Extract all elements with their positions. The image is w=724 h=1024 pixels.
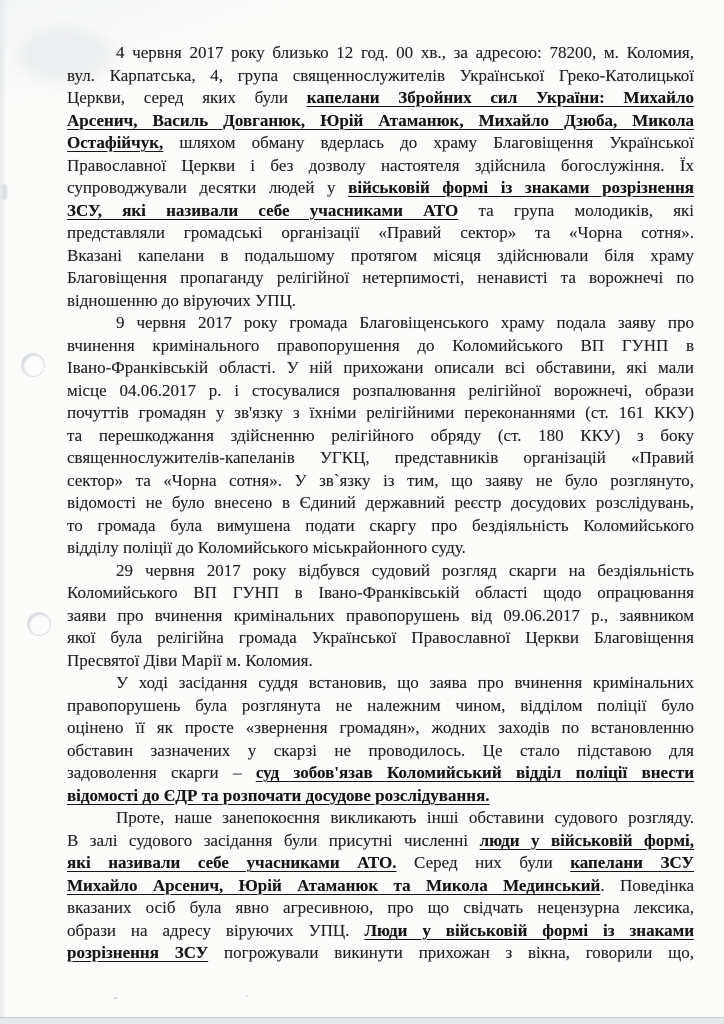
text-line [67, 650, 694, 673]
text-line [67, 762, 694, 785]
text-line [67, 290, 694, 313]
scan-left-edge [0, 0, 7, 1024]
punch-hole [21, 353, 45, 377]
text-line [67, 560, 694, 583]
text-run: якої була релігійна громада Української Православної Церкви Благовіщення [67, 628, 694, 647]
text-line [67, 605, 694, 628]
emphasized-text: військовій формі із знаками розрізнення [348, 178, 694, 197]
text-run: Івано-Франківській області. У ній прихожани описали всі обставини, які мали [67, 358, 694, 377]
text-run: Коломийського ВП ГУНП в Івано-Франківській області щодо опрацювання [67, 583, 694, 602]
scan-speck [246, 995, 248, 997]
emphasized-text: люди у військовій формі, [479, 830, 695, 850]
text-line [67, 402, 694, 425]
text-run: 4 червня 2017 року близько 12 год. 00 хв., за адресою: 78200, м. Коломия, [116, 43, 694, 62]
text-run: вказаних осіб була явно агресивною, про що свідчать нецензурна лексика, [67, 898, 694, 917]
text-line [67, 807, 694, 830]
text-run: В залі судового засідання були присутні численні [67, 830, 480, 850]
text-line [67, 470, 694, 493]
text-run: та перешкоджання здійсненню релігійного обряду (ст. 180 ККУ) з боку [67, 425, 694, 445]
text-run: супроводжували десятки людей у [67, 178, 349, 197]
paragraph [67, 807, 694, 965]
document-text [67, 42, 694, 965]
text-line [67, 155, 694, 178]
emphasized-text: Арсенич, Василь Довганюк, Юрій Атаманюк, Михайло Дзюба, Микола [67, 110, 694, 130]
text-run: Серед них були [396, 853, 571, 872]
text-run: Проте, наше занепокоєння викликають інші обставини судового розгляду. [116, 808, 694, 827]
text-line [67, 200, 694, 223]
text-run: шляхом обману вдерлась до храму Благовіщення Української [163, 133, 694, 152]
text-run: образи на адресу віруючих УПЦ. [67, 920, 365, 940]
text-run: 9 червня 2017 року громада Благовіщенського храму подала заяву про [116, 313, 694, 332]
text-run: та група молодиків, які [458, 200, 694, 220]
text-line [67, 65, 694, 88]
paragraph [67, 42, 694, 312]
punch-hole [27, 612, 51, 636]
text-run: Православної Церкви і без дозволу настоятеля здійснила богослужіння. Їх [67, 155, 694, 175]
text-line [67, 582, 694, 605]
text-line [67, 357, 694, 380]
text-line [67, 132, 694, 155]
text-line [67, 447, 694, 470]
emphasized-text: відомості до ЄДР та розпочати досудове розслідування. [67, 785, 490, 805]
text-line [67, 897, 694, 920]
text-run: Пресвятої Діви Марії м. Коломия. [67, 650, 313, 670]
emphasized-text: Люди у військовій формі із знаками [364, 920, 694, 940]
text-line [67, 830, 694, 853]
text-line [67, 740, 694, 763]
text-run: заяви про вчинення кримінальних правопорушень від 09.06.2017 р., заявником [67, 605, 694, 625]
text-line [67, 717, 694, 740]
text-run: відомості не було внесено в Єдиний державний реєстр досудових розслідувань, [67, 493, 694, 512]
text-run: оцінено її як просте «звернення громадян», жодних заходів по встановленню [67, 718, 694, 737]
text-run: 29 червня 2017 року відбувся судовий розгляд скарги на бездіяльність [116, 560, 694, 580]
text-run: вул. Карпатська, 4, група священнослужителів Української Греко-Католицької [67, 65, 694, 85]
text-line [67, 380, 694, 403]
text-run: правопорушень була розглянута не належним чином, відділом поліції було [67, 695, 694, 715]
text-line [67, 785, 694, 808]
text-line [67, 87, 694, 110]
text-line [67, 222, 694, 245]
emphasized-text: суд зобов'язав Коломийський відділ поліції внести [255, 763, 694, 782]
text-line [67, 267, 694, 290]
text-run: представляли громадські організації «Правий сектор» та «Чорна сотня». [67, 223, 694, 242]
text-run: священнослужителів-капеланів УГКЦ, представників організацій «Правий [67, 448, 694, 467]
text-line [67, 425, 694, 448]
text-run: Вказані капелани в подальшому протягом місяця здійснювали біля храму [67, 245, 694, 265]
emphasized-text: Михайло Арсенич, Юрій Атаманюк та Микола Мединський [67, 875, 601, 895]
text-run: погрожували викинути прихожан з вікна, говорили що, [208, 943, 694, 962]
text-run: місце 04.06.2017 р. і стосувалися розпалювання релігійної ворожнечі, образи [67, 380, 694, 400]
emphasized-text: розрізнення ЗСУ [67, 943, 209, 962]
text-line [67, 920, 694, 943]
text-run: Церкви, серед яких були [67, 88, 307, 107]
text-run: почуттів громадян у зв'язку з їхніми релігійними переконаннями (ст. 161 ККУ) [67, 403, 694, 422]
emphasized-text: ЗСУ, які називали себе учасниками АТО [67, 200, 459, 220]
text-line [67, 245, 694, 268]
text-line [67, 875, 694, 898]
text-run: задоволення скарги – [67, 763, 256, 782]
text-line [67, 537, 694, 560]
text-line [67, 695, 694, 718]
emphasized-text: які називали себе учасниками АТО. [67, 853, 397, 872]
text-line [67, 312, 694, 335]
text-run: відділу поліції до Коломийського міськрайонного суду. [67, 538, 466, 557]
text-run: відношенню до віруючих УПЦ. [67, 290, 296, 310]
text-line [67, 335, 694, 358]
emphasized-text: Остафійчук, [67, 133, 164, 152]
paragraph [67, 672, 694, 807]
text-run: У ході засідання суддя встановив, що заява про вчинення кримінальних [116, 673, 694, 692]
text-run: сектор» та «Чорна сотня». У зв`язку із тим, що заяву не було розглянуто, [67, 470, 694, 490]
text-run: то громада була вимушена подати скаргу про бездіяльність Коломийського [67, 515, 694, 535]
emphasized-text: капелани Збройних сил України: Михайло [306, 88, 694, 107]
scan-speck [114, 997, 117, 999]
text-line [67, 110, 694, 133]
text-line [67, 627, 694, 650]
text-line [67, 492, 694, 515]
text-run: . Поведінка [600, 875, 694, 895]
text-line [67, 852, 694, 875]
text-run: обставин зазначених у скарзі не проводилось. Це стало підставою для [67, 740, 694, 760]
text-run: Благовіщення пропаганду релігійної нетерпимості, ненависті та ворожнечі по [67, 268, 694, 287]
text-line [67, 177, 694, 200]
paragraph [67, 312, 694, 560]
text-line [67, 42, 694, 65]
scan-bottom-edge [0, 1017, 724, 1024]
paragraph [67, 560, 694, 673]
text-run: вчинення кримінального правопорушення до Коломийського ВП ГУНП в [67, 335, 694, 355]
text-line [67, 515, 694, 538]
text-line [67, 942, 694, 965]
text-line [67, 672, 694, 695]
emphasized-text: капелани ЗСУ [570, 853, 694, 872]
